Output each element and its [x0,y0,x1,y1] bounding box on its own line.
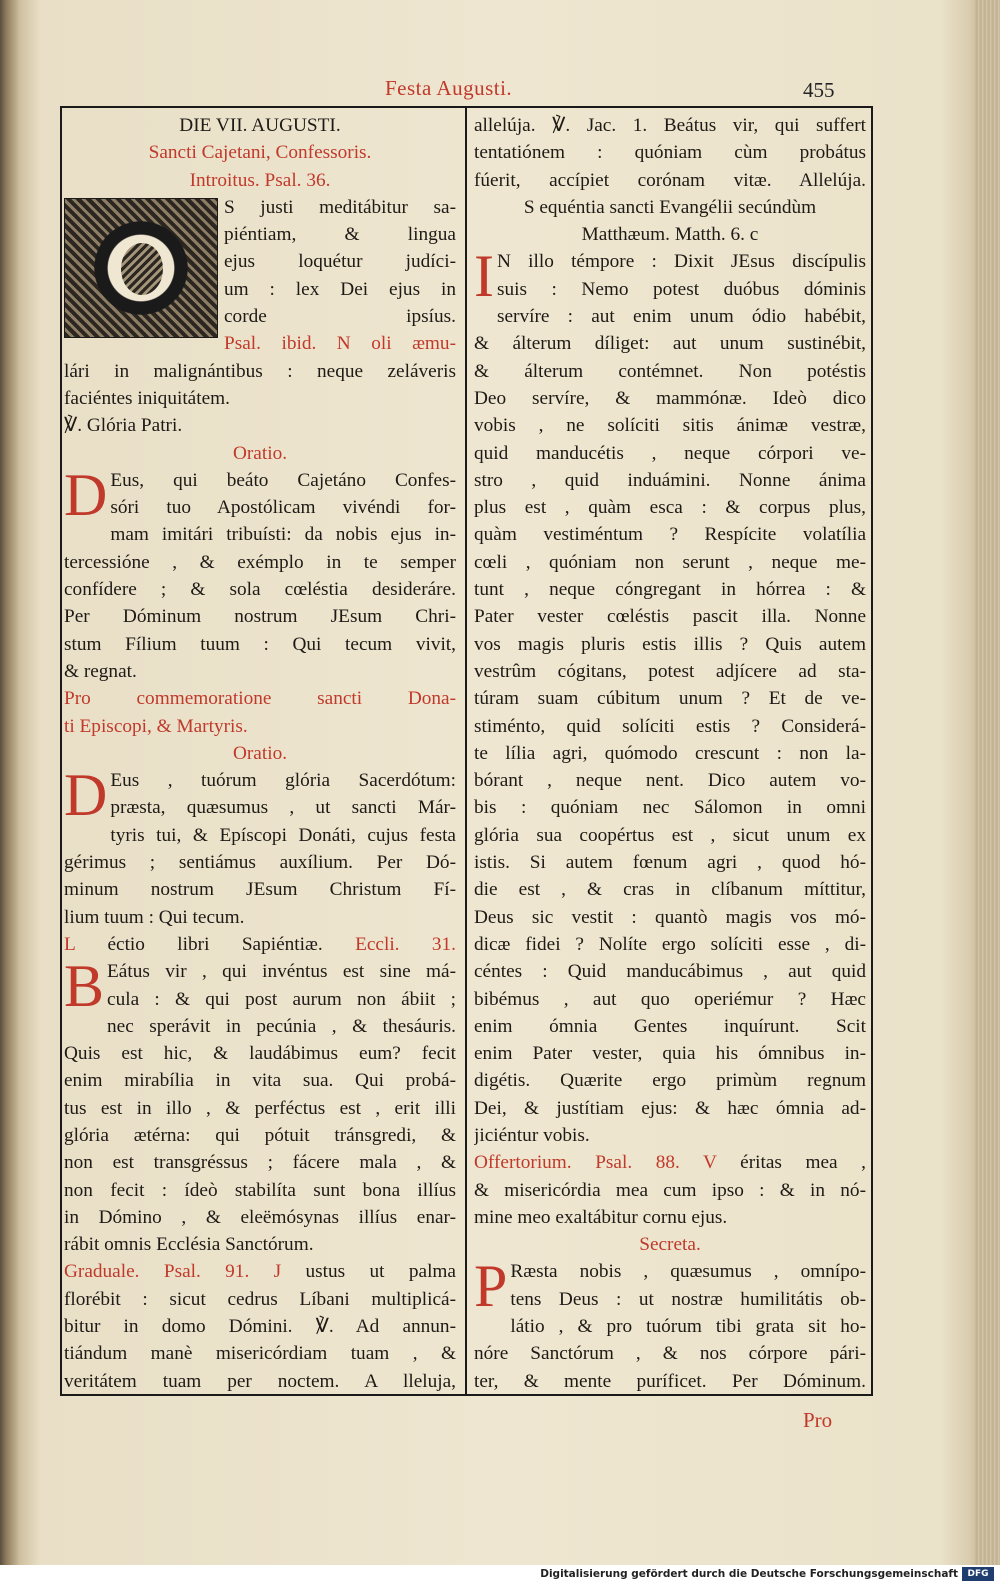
text-line: lári in malignántibus : neque zeláveris [64,360,456,382]
chant-heading: Offertorium. Psal. 88. V [474,1152,717,1174]
text-line: stum Fílium tuum : Qui tecum vivit, [64,633,456,655]
text-line: nóre Sanctórum , & nos córpore pári- [474,1343,866,1365]
page-edge [975,0,1000,1565]
text-line: Introitus. Psal. 36. [189,169,331,191]
drop-cap-initial: I [474,243,494,310]
chant-heading: Graduale. Psal. 91. J [64,1261,282,1283]
text-line: S justi meditábitur sa- [224,196,456,218]
text-line: florébit : sicut cedrus Líbani multiplicá- [64,1288,456,1310]
text-line: tiándum manè misericórdiam tuam , & [64,1343,456,1365]
text-line: quid manducétis , neque córpori ve- [474,442,866,464]
chant-text: ustus ut palma [281,1261,456,1283]
text-line: minum nostrum JEsum Christum Fí- [64,879,456,901]
text-line: faciéntes iniquitátem. [64,387,230,409]
text-line: tunt , neque cóngregant in hórrea : & [474,579,866,601]
text-line: Oratio. [232,742,288,764]
text-line: confídere ; & sola cœléstia desideráre. [64,579,456,601]
text-line: allelúja. ℣. Jac. 1. Beátus vir, qui suffert [474,115,866,136]
text-line: Matthæum. Matth. 6. c [581,224,759,246]
text-line: glória ætérna: qui pótuit tránsgredi, & [64,1124,456,1146]
text-line: bis : quóniam nec Sálomon in omni [474,797,866,819]
lectio-reference: Eccli. 31. [355,933,456,955]
text-line: enim mirabília in vita sua. Qui probá- [64,1070,456,1092]
text-line: gérimus ; sentiámus auxílium. Per Dó- [64,852,456,874]
text-line: Eátus vir , qui invéntus est sine má- [107,961,456,983]
text-line: vestrûm cógitans, potest adjícere ad sta- [474,660,866,682]
text-line: Secreta. [639,1234,701,1256]
page-number: 455 [803,78,835,102]
text-line: die est , & cras in clíbanum míttitur, [474,879,866,901]
text-line: & regnat. [64,660,137,682]
footer-bar [0,1565,1000,1584]
text-line: servíre : aut enim unum ódio habébit, [496,306,866,328]
text-line: ti Episcopi, & Martyris. [64,715,248,737]
text-line: rábit omnis Ecclésia Sanctórum. [64,1234,314,1256]
text-line: Oratio. [232,442,288,464]
text-line: plus est , quàm esca : & corpus plus, [474,497,866,519]
right-column [474,112,866,1395]
initial-leaf-ornament [121,243,163,295]
catchword: Pro [803,1408,833,1432]
text-line: ejus loquétur judíci- [224,251,456,273]
text-line: fúerit, accípiet corónam vitæ. Allelúja. [474,169,866,191]
text-line [64,1258,456,1285]
text-line: Pro commemoratione sancti Dona- [64,688,456,710]
text-line: bitur in domo Dómini. ℣. Ad annun- [64,1316,456,1338]
text-line: Per Dóminum nostrum JEsum Chri- [64,606,456,628]
text-line [64,931,456,958]
text-line: nec sperávit in pecúnia , & thesáuris. [107,1015,456,1037]
text-line: non fecit : ídeò stabilíta sunt bona illíus [64,1179,456,1201]
text-line: Deus sic vestit : quantò magis vos mó- [474,906,866,928]
text-line: um : lex Dei ejus in [224,278,456,300]
text-line: Eus, qui beáto Cajetáno Confes- [110,469,456,491]
text-line: mine meo exaltábitur cornu ejus. [474,1206,728,1228]
text-line: præsta, quæsumus , ut sancti Már- [110,797,456,819]
text-line: lium tuum : Qui tecum. [64,906,245,928]
text-line: látio , & pro tuórum tibi grata sit ho- [510,1316,866,1338]
text-line: Deo servíre, & mammónæ. Ideò dico [474,387,866,409]
text-line: corde ipsíus. [224,306,456,328]
text-line: Eus , tuórum glória Sacerdótum: [110,770,456,792]
text-line: sóri tuo Apostólicam vivéndi for- [110,497,456,519]
lectio-text: éctio libri Sapiéntiæ. [107,933,356,955]
text-line: enim ómnia Gentes inquírunt. Scit [474,1015,866,1037]
text-line: vos magis pluris estis illis ? Quis autem [474,633,866,655]
text-line: mam imitári tribuísti: da nobis ejus in- [110,524,456,546]
text-line: cula : & qui post aurum non ábiit ; [107,988,456,1010]
text-line: & misericórdia mea cum ipso : & in nó- [474,1179,866,1201]
text-line: glória sua coopértus est , sicut unum ex [474,824,866,846]
text-line: dicæ fidei ? Nolíte ergo solíciti esse , di- [474,933,866,955]
text-line: túram suam cúbitum unum ? Et de ve- [474,688,866,710]
text-line: veritátem tuam per noctem. A lleluja, [64,1370,456,1392]
text-line: istis. Si autem fœnum agri , quod hó- [474,852,866,874]
text-line: DIE VII. AUGUSTI. [179,115,341,136]
text-line: céntes : Quid manducábimus , aut quid [474,961,866,983]
text-line [474,1149,866,1176]
column-divider [465,106,467,1396]
running-title: Festa Augusti. [385,76,513,100]
text-line: Dei, & justítiam ejus: & hæc ómnia ad- [474,1097,866,1119]
text-line: bibémus , aut quo operiémur ? Hæc [474,988,866,1010]
text-line: tentatiónem : quóniam cùm probátus [474,142,866,164]
text-line: in Dómino , & eleëmósynas illíus enar- [64,1206,456,1228]
text-line: & álterum díliget: aut unum sustinébit, [474,333,866,355]
text-line: tyris tui, & Epíscopi Donáti, cujus festa [110,824,456,846]
text-line: piéntiam, & lingua [224,224,456,246]
text-line: Ræsta nobis , quæsumus , omnípo- [510,1261,866,1283]
text-line: digétis. Quærite ergo primùm regnum [474,1070,866,1092]
text-line: tens Deus : ut nostræ humilitátis ob- [510,1288,866,1310]
left-column [64,112,456,1395]
ornamental-initial-icon [64,198,218,338]
text-line: bórant , neque nent. Dico autem vo- [474,770,866,792]
text-line: non est transgréssus ; fácere mala , & [64,1152,456,1174]
text-line: quàm vestiméntum ? Respícite volatília [474,524,866,546]
drop-cap-initial: B [64,953,105,1020]
text-line: jiciéntur vobis. [474,1124,590,1146]
chant-text: éritas mea , [716,1152,866,1174]
text-line: tus est in illo , & perféctus est , erit illi [64,1097,456,1119]
text-line: stiménto, quid solíciti estis ? Considerá- [474,715,866,737]
text-line: suis : Nemo potest duóbus dóminis [496,278,866,300]
text-line: enim Pater vester, quia his ómnibus in- [474,1043,866,1065]
text-line: stro , quid induámini. Nonne ánima [474,469,866,491]
text-line: & álterum contémnet. Non potéstis [474,360,866,382]
text-line: ter, & mente puríficet. Per Dóminum. [474,1370,866,1392]
text-line: vobis , ne solíciti sitis ánimæ vestræ, [474,415,866,437]
text-line: N illo témpore : Dixit JEsus discípulis [496,251,866,273]
red-initial: L [64,933,108,955]
text-line: tercessióne , & exémplo in te semper [64,551,456,573]
text-line: Quis est hic, & laudábimus eum? fecit [64,1043,456,1065]
drop-cap-initial: P [474,1253,508,1320]
text-line: te lília agri, quómodo crescunt : non la- [474,742,866,764]
text-line: ℣. Glória Patri. [64,415,183,437]
dfg-logo-icon: DFG [962,1567,994,1581]
text-line: S equéntia sancti Evangélii secúndùm [523,196,817,218]
text-line: Pater vester cœléstis pascit illa. Nonne [474,606,866,628]
text-line: Sancti Cajetani, Confessoris. [148,142,372,164]
text-line: Psal. ibid. N oli æmu- [224,333,456,355]
funding-note: Digitalisierung gefördert durch die Deutsche Forschungsgemeinschaft [540,1568,958,1580]
text-line: cœli , quóniam non serunt , neque me- [474,551,866,573]
drop-cap-initial: D [64,461,108,528]
drop-cap-initial: D [64,762,108,829]
